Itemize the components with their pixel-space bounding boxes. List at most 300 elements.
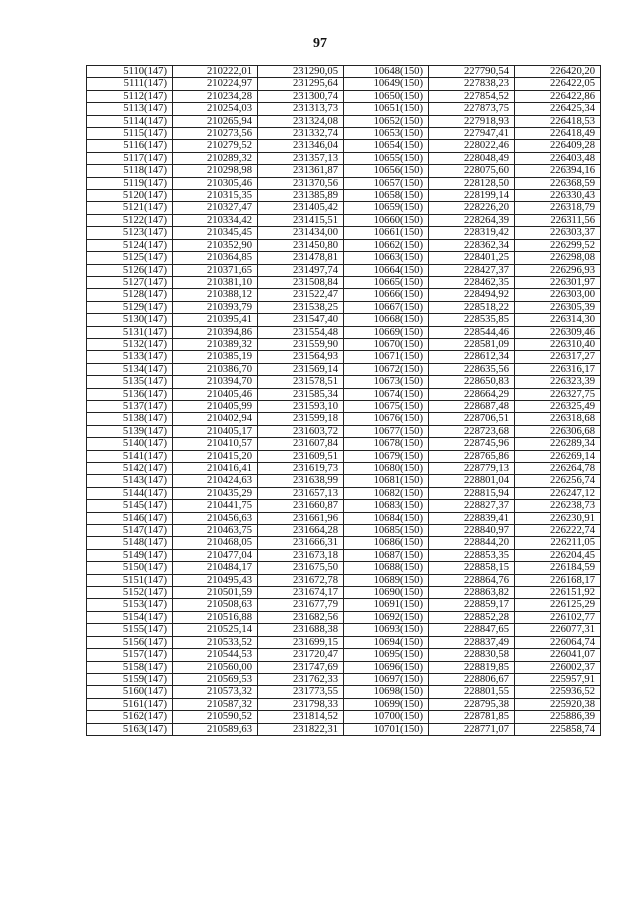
- x-coord-right-cell: 228427,37: [429, 264, 515, 276]
- y-coord-right-cell: 226247,12: [515, 487, 601, 499]
- x-coord-left-cell: 210327,47: [173, 202, 258, 214]
- x-coord-right-cell: 228801,55: [429, 686, 515, 698]
- point-id-left-cell: 5114(147): [87, 115, 173, 127]
- point-id-right-cell: 10678(150): [344, 438, 429, 450]
- x-coord-left-cell: 210468,05: [173, 537, 258, 549]
- point-id-left-cell: 5140(147): [87, 438, 173, 450]
- y-coord-left-cell: 231332,74: [258, 128, 344, 140]
- y-coord-right-cell: 225886,39: [515, 711, 601, 723]
- y-coord-left-cell: 231324,08: [258, 115, 344, 127]
- x-coord-right-cell: 228827,37: [429, 500, 515, 512]
- y-coord-left-cell: 231747,69: [258, 661, 344, 673]
- x-coord-left-cell: 210410,57: [173, 438, 258, 450]
- y-coord-right-cell: 226301,97: [515, 276, 601, 288]
- point-id-left-cell: 5156(147): [87, 636, 173, 648]
- point-id-left-cell: 5116(147): [87, 140, 173, 152]
- x-coord-left-cell: 210495,43: [173, 574, 258, 586]
- y-coord-left-cell: 231762,33: [258, 673, 344, 685]
- y-coord-left-cell: 231564,93: [258, 351, 344, 363]
- x-coord-right-cell: 228226,20: [429, 202, 515, 214]
- point-id-right-cell: 10689(150): [344, 574, 429, 586]
- coordinates-table: [86, 65, 601, 736]
- point-id-left-cell: 5117(147): [87, 152, 173, 164]
- point-id-right-cell: 10669(150): [344, 326, 429, 338]
- point-id-left-cell: 5120(147): [87, 190, 173, 202]
- x-coord-left-cell: 210371,65: [173, 264, 258, 276]
- point-id-left-cell: 5153(147): [87, 599, 173, 611]
- point-id-right-cell: 10691(150): [344, 599, 429, 611]
- y-coord-left-cell: 231578,51: [258, 376, 344, 388]
- x-coord-right-cell: 228815,94: [429, 487, 515, 499]
- x-coord-left-cell: 210394,86: [173, 326, 258, 338]
- x-coord-left-cell: 210516,88: [173, 611, 258, 623]
- point-id-right-cell: 10687(150): [344, 549, 429, 561]
- table-row: [87, 450, 601, 462]
- y-coord-right-cell: 226299,52: [515, 239, 601, 251]
- point-id-right-cell: 10686(150): [344, 537, 429, 549]
- x-coord-left-cell: 210289,32: [173, 152, 258, 164]
- x-coord-right-cell: 228706,51: [429, 413, 515, 425]
- y-coord-left-cell: 231478,81: [258, 252, 344, 264]
- y-coord-left-cell: 231300,74: [258, 90, 344, 102]
- x-coord-left-cell: 210279,52: [173, 140, 258, 152]
- table-row: [87, 673, 601, 685]
- x-coord-right-cell: 228581,09: [429, 338, 515, 350]
- y-coord-left-cell: 231450,80: [258, 239, 344, 251]
- y-coord-right-cell: 226041,07: [515, 649, 601, 661]
- y-coord-left-cell: 231405,42: [258, 202, 344, 214]
- x-coord-left-cell: 210381,10: [173, 276, 258, 288]
- table-row: [87, 574, 601, 586]
- y-coord-left-cell: 231607,84: [258, 438, 344, 450]
- x-coord-right-cell: 227918,93: [429, 115, 515, 127]
- y-coord-right-cell: 226305,39: [515, 301, 601, 313]
- point-id-right-cell: 10667(150): [344, 301, 429, 313]
- x-coord-right-cell: 228199,14: [429, 190, 515, 202]
- table-row: [87, 363, 601, 375]
- point-id-left-cell: 5121(147): [87, 202, 173, 214]
- x-coord-right-cell: 228779,13: [429, 463, 515, 475]
- table-row: [87, 338, 601, 350]
- point-id-right-cell: 10668(150): [344, 314, 429, 326]
- point-id-right-cell: 10676(150): [344, 413, 429, 425]
- y-coord-right-cell: 226330,43: [515, 190, 601, 202]
- table-row: [87, 326, 601, 338]
- point-id-right-cell: 10698(150): [344, 686, 429, 698]
- point-id-left-cell: 5144(147): [87, 487, 173, 499]
- x-coord-left-cell: 210254,03: [173, 103, 258, 115]
- table-row: [87, 587, 601, 599]
- x-coord-right-cell: 228462,35: [429, 276, 515, 288]
- y-coord-right-cell: 226264,78: [515, 463, 601, 475]
- x-coord-right-cell: 228612,34: [429, 351, 515, 363]
- point-id-right-cell: 10657(150): [344, 177, 429, 189]
- x-coord-left-cell: 210587,32: [173, 698, 258, 710]
- table-row: [87, 562, 601, 574]
- x-coord-right-cell: 228544,46: [429, 326, 515, 338]
- x-coord-right-cell: 228128,50: [429, 177, 515, 189]
- x-coord-left-cell: 210405,46: [173, 388, 258, 400]
- point-id-left-cell: 5163(147): [87, 723, 173, 735]
- y-coord-right-cell: 226418,53: [515, 115, 601, 127]
- x-coord-left-cell: 210385,19: [173, 351, 258, 363]
- table-row: [87, 289, 601, 301]
- point-id-right-cell: 10670(150): [344, 338, 429, 350]
- table-row: [87, 239, 601, 251]
- table-row: [87, 351, 601, 363]
- point-id-left-cell: 5129(147): [87, 301, 173, 313]
- point-id-left-cell: 5143(147): [87, 475, 173, 487]
- x-coord-right-cell: 228864,76: [429, 574, 515, 586]
- x-coord-right-cell: 228801,04: [429, 475, 515, 487]
- x-coord-right-cell: 228837,49: [429, 636, 515, 648]
- table-row: [87, 512, 601, 524]
- point-id-right-cell: 10699(150): [344, 698, 429, 710]
- x-coord-left-cell: 210484,17: [173, 562, 258, 574]
- x-coord-left-cell: 210352,90: [173, 239, 258, 251]
- y-coord-left-cell: 231677,79: [258, 599, 344, 611]
- y-coord-right-cell: 226318,68: [515, 413, 601, 425]
- table-row: [87, 537, 601, 549]
- point-id-left-cell: 5162(147): [87, 711, 173, 723]
- table-row: [87, 152, 601, 164]
- point-id-left-cell: 5124(147): [87, 239, 173, 251]
- x-coord-right-cell: 228745,96: [429, 438, 515, 450]
- y-coord-right-cell: 226306,68: [515, 425, 601, 437]
- point-id-right-cell: 10652(150): [344, 115, 429, 127]
- table-row: [87, 686, 601, 698]
- point-id-right-cell: 10665(150): [344, 276, 429, 288]
- y-coord-left-cell: 231699,15: [258, 636, 344, 648]
- table-row: [87, 165, 601, 177]
- table-row: [87, 140, 601, 152]
- x-coord-right-cell: 228723,68: [429, 425, 515, 437]
- x-coord-left-cell: 210416,41: [173, 463, 258, 475]
- point-id-left-cell: 5119(147): [87, 177, 173, 189]
- y-coord-right-cell: 226368,59: [515, 177, 601, 189]
- point-id-left-cell: 5111(147): [87, 78, 173, 90]
- table-row: [87, 711, 601, 723]
- point-id-left-cell: 5134(147): [87, 363, 173, 375]
- x-coord-left-cell: 210298,98: [173, 165, 258, 177]
- y-coord-left-cell: 231619,73: [258, 463, 344, 475]
- x-coord-right-cell: 228765,86: [429, 450, 515, 462]
- table-body: [87, 66, 601, 736]
- y-coord-left-cell: 231720,47: [258, 649, 344, 661]
- point-id-left-cell: 5158(147): [87, 661, 173, 673]
- y-coord-left-cell: 231688,38: [258, 624, 344, 636]
- point-id-right-cell: 10680(150): [344, 463, 429, 475]
- y-coord-right-cell: 226394,16: [515, 165, 601, 177]
- x-coord-left-cell: 210345,45: [173, 227, 258, 239]
- point-id-left-cell: 5127(147): [87, 276, 173, 288]
- point-id-right-cell: 10655(150): [344, 152, 429, 164]
- table-row: [87, 190, 601, 202]
- x-coord-left-cell: 210435,29: [173, 487, 258, 499]
- point-id-right-cell: 10675(150): [344, 400, 429, 412]
- y-coord-left-cell: 231675,50: [258, 562, 344, 574]
- y-coord-right-cell: 226256,74: [515, 475, 601, 487]
- y-coord-left-cell: 231609,51: [258, 450, 344, 462]
- point-id-right-cell: 10685(150): [344, 525, 429, 537]
- point-id-right-cell: 10660(150): [344, 214, 429, 226]
- point-id-right-cell: 10697(150): [344, 673, 429, 685]
- point-id-right-cell: 10664(150): [344, 264, 429, 276]
- point-id-right-cell: 10681(150): [344, 475, 429, 487]
- point-id-left-cell: 5146(147): [87, 512, 173, 524]
- point-id-left-cell: 5135(147): [87, 376, 173, 388]
- y-coord-left-cell: 231773,55: [258, 686, 344, 698]
- y-coord-right-cell: 226418,49: [515, 128, 601, 140]
- x-coord-left-cell: 210265,94: [173, 115, 258, 127]
- x-coord-left-cell: 210501,59: [173, 587, 258, 599]
- point-id-left-cell: 5137(147): [87, 400, 173, 412]
- x-coord-left-cell: 210589,63: [173, 723, 258, 735]
- y-coord-left-cell: 231295,64: [258, 78, 344, 90]
- point-id-left-cell: 5141(147): [87, 450, 173, 462]
- table-row: [87, 413, 601, 425]
- point-id-left-cell: 5160(147): [87, 686, 173, 698]
- x-coord-right-cell: 228048,49: [429, 152, 515, 164]
- y-coord-left-cell: 231638,99: [258, 475, 344, 487]
- y-coord-right-cell: 226222,74: [515, 525, 601, 537]
- y-coord-right-cell: 226318,79: [515, 202, 601, 214]
- y-coord-right-cell: 226303,00: [515, 289, 601, 301]
- y-coord-left-cell: 231370,56: [258, 177, 344, 189]
- y-coord-left-cell: 231497,74: [258, 264, 344, 276]
- table-row: [87, 388, 601, 400]
- y-coord-left-cell: 231593,10: [258, 400, 344, 412]
- y-coord-right-cell: 226102,77: [515, 611, 601, 623]
- x-coord-left-cell: 210508,63: [173, 599, 258, 611]
- point-id-right-cell: 10677(150): [344, 425, 429, 437]
- point-id-left-cell: 5136(147): [87, 388, 173, 400]
- point-id-left-cell: 5151(147): [87, 574, 173, 586]
- table-row: [87, 636, 601, 648]
- x-coord-left-cell: 210525,14: [173, 624, 258, 636]
- y-coord-left-cell: 231538,25: [258, 301, 344, 313]
- table-row: [87, 202, 601, 214]
- point-id-right-cell: 10701(150): [344, 723, 429, 735]
- point-id-left-cell: 5149(147): [87, 549, 173, 561]
- y-coord-right-cell: 225957,91: [515, 673, 601, 685]
- point-id-right-cell: 10695(150): [344, 649, 429, 661]
- y-coord-right-cell: 226403,48: [515, 152, 601, 164]
- point-id-left-cell: 5110(147): [87, 66, 173, 78]
- table-row: [87, 698, 601, 710]
- x-coord-right-cell: 228852,28: [429, 611, 515, 623]
- point-id-right-cell: 10672(150): [344, 363, 429, 375]
- x-coord-right-cell: 227873,75: [429, 103, 515, 115]
- y-coord-right-cell: 226314,30: [515, 314, 601, 326]
- point-id-left-cell: 5112(147): [87, 90, 173, 102]
- point-id-right-cell: 10650(150): [344, 90, 429, 102]
- y-coord-right-cell: 226317,27: [515, 351, 601, 363]
- table-row: [87, 276, 601, 288]
- x-coord-left-cell: 210456,63: [173, 512, 258, 524]
- x-coord-left-cell: 210544,53: [173, 649, 258, 661]
- x-coord-right-cell: 228264,39: [429, 214, 515, 226]
- y-coord-right-cell: 226311,56: [515, 214, 601, 226]
- x-coord-left-cell: 210395,41: [173, 314, 258, 326]
- table-row: [87, 500, 601, 512]
- point-id-right-cell: 10692(150): [344, 611, 429, 623]
- y-coord-left-cell: 231682,56: [258, 611, 344, 623]
- point-id-right-cell: 10661(150): [344, 227, 429, 239]
- y-coord-left-cell: 231672,78: [258, 574, 344, 586]
- x-coord-left-cell: 210573,32: [173, 686, 258, 698]
- y-coord-left-cell: 231290,05: [258, 66, 344, 78]
- coordinates-table-container: [86, 65, 601, 736]
- y-coord-right-cell: 226077,31: [515, 624, 601, 636]
- y-coord-left-cell: 231547,40: [258, 314, 344, 326]
- y-coord-right-cell: 226303,37: [515, 227, 601, 239]
- point-id-left-cell: 5131(147): [87, 326, 173, 338]
- table-row: [87, 264, 601, 276]
- x-coord-right-cell: 228781,85: [429, 711, 515, 723]
- y-coord-right-cell: 226151,92: [515, 587, 601, 599]
- x-coord-left-cell: 210273,56: [173, 128, 258, 140]
- x-coord-right-cell: 228840,97: [429, 525, 515, 537]
- y-coord-right-cell: 225858,74: [515, 723, 601, 735]
- x-coord-left-cell: 210315,35: [173, 190, 258, 202]
- y-coord-right-cell: 226289,34: [515, 438, 601, 450]
- table-row: [87, 611, 601, 623]
- y-coord-right-cell: 226422,86: [515, 90, 601, 102]
- table-row: [87, 214, 601, 226]
- x-coord-left-cell: 210405,99: [173, 400, 258, 412]
- point-id-right-cell: 10682(150): [344, 487, 429, 499]
- x-coord-left-cell: 210569,53: [173, 673, 258, 685]
- x-coord-right-cell: 227838,23: [429, 78, 515, 90]
- y-coord-right-cell: 226184,59: [515, 562, 601, 574]
- x-coord-right-cell: 228494,92: [429, 289, 515, 301]
- table-row: [87, 438, 601, 450]
- table-row: [87, 463, 601, 475]
- x-coord-right-cell: 227790,54: [429, 66, 515, 78]
- table-row: [87, 301, 601, 313]
- x-coord-right-cell: 228664,29: [429, 388, 515, 400]
- x-coord-left-cell: 210560,00: [173, 661, 258, 673]
- page-number: 97: [313, 36, 327, 51]
- x-coord-left-cell: 210305,46: [173, 177, 258, 189]
- point-id-right-cell: 10659(150): [344, 202, 429, 214]
- x-coord-right-cell: 228795,38: [429, 698, 515, 710]
- point-id-right-cell: 10653(150): [344, 128, 429, 140]
- point-id-right-cell: 10658(150): [344, 190, 429, 202]
- point-id-left-cell: 5130(147): [87, 314, 173, 326]
- table-row: [87, 227, 601, 239]
- point-id-left-cell: 5133(147): [87, 351, 173, 363]
- y-coord-left-cell: 231666,31: [258, 537, 344, 549]
- x-coord-right-cell: 228771,07: [429, 723, 515, 735]
- y-coord-right-cell: 226316,17: [515, 363, 601, 375]
- point-id-right-cell: 10690(150): [344, 587, 429, 599]
- point-id-left-cell: 5122(147): [87, 214, 173, 226]
- x-coord-left-cell: 210405,17: [173, 425, 258, 437]
- point-id-left-cell: 5152(147): [87, 587, 173, 599]
- y-coord-right-cell: 226230,91: [515, 512, 601, 524]
- x-coord-left-cell: 210463,75: [173, 525, 258, 537]
- x-coord-right-cell: 228863,82: [429, 587, 515, 599]
- table-row: [87, 252, 601, 264]
- table-row: [87, 649, 601, 661]
- y-coord-left-cell: 231357,13: [258, 152, 344, 164]
- y-coord-right-cell: 226002,37: [515, 661, 601, 673]
- point-id-left-cell: 5113(147): [87, 103, 173, 115]
- y-coord-left-cell: 231569,14: [258, 363, 344, 375]
- y-coord-right-cell: 226211,05: [515, 537, 601, 549]
- x-coord-right-cell: 228819,85: [429, 661, 515, 673]
- x-coord-right-cell: 228022,46: [429, 140, 515, 152]
- point-id-left-cell: 5157(147): [87, 649, 173, 661]
- point-id-left-cell: 5148(147): [87, 537, 173, 549]
- point-id-left-cell: 5138(147): [87, 413, 173, 425]
- y-coord-right-cell: 225920,38: [515, 698, 601, 710]
- x-coord-left-cell: 210234,28: [173, 90, 258, 102]
- y-coord-right-cell: 226422,05: [515, 78, 601, 90]
- y-coord-left-cell: 231674,17: [258, 587, 344, 599]
- table-row: [87, 90, 601, 102]
- point-id-left-cell: 5139(147): [87, 425, 173, 437]
- y-coord-left-cell: 231385,89: [258, 190, 344, 202]
- y-coord-right-cell: 226425,34: [515, 103, 601, 115]
- x-coord-right-cell: 228839,41: [429, 512, 515, 524]
- y-coord-right-cell: 226296,93: [515, 264, 601, 276]
- y-coord-right-cell: 226238,73: [515, 500, 601, 512]
- table-row: [87, 103, 601, 115]
- point-id-right-cell: 10663(150): [344, 252, 429, 264]
- point-id-right-cell: 10696(150): [344, 661, 429, 673]
- table-row: [87, 525, 601, 537]
- x-coord-right-cell: 228687,48: [429, 400, 515, 412]
- point-id-left-cell: 5118(147): [87, 165, 173, 177]
- x-coord-left-cell: 210394,70: [173, 376, 258, 388]
- x-coord-right-cell: 228853,35: [429, 549, 515, 561]
- point-id-right-cell: 10694(150): [344, 636, 429, 648]
- table-row: [87, 376, 601, 388]
- point-id-right-cell: 10688(150): [344, 562, 429, 574]
- table-row: [87, 128, 601, 140]
- x-coord-right-cell: 228844,20: [429, 537, 515, 549]
- table-row: [87, 599, 601, 611]
- y-coord-left-cell: 231559,90: [258, 338, 344, 350]
- y-coord-left-cell: 231361,87: [258, 165, 344, 177]
- x-coord-right-cell: 228319,42: [429, 227, 515, 239]
- y-coord-left-cell: 231603,72: [258, 425, 344, 437]
- y-coord-right-cell: 226409,28: [515, 140, 601, 152]
- x-coord-right-cell: 228535,85: [429, 314, 515, 326]
- point-id-left-cell: 5155(147): [87, 624, 173, 636]
- table-row: [87, 624, 601, 636]
- y-coord-left-cell: 231508,84: [258, 276, 344, 288]
- point-id-right-cell: 10654(150): [344, 140, 429, 152]
- y-coord-right-cell: 226310,40: [515, 338, 601, 350]
- table-row: [87, 400, 601, 412]
- point-id-left-cell: 5123(147): [87, 227, 173, 239]
- table-row: [87, 78, 601, 90]
- y-coord-right-cell: 226327,75: [515, 388, 601, 400]
- table-row: [87, 425, 601, 437]
- point-id-left-cell: 5150(147): [87, 562, 173, 574]
- x-coord-right-cell: 228858,15: [429, 562, 515, 574]
- point-id-left-cell: 5132(147): [87, 338, 173, 350]
- x-coord-left-cell: 210415,20: [173, 450, 258, 462]
- table-row: [87, 661, 601, 673]
- y-coord-left-cell: 231554,48: [258, 326, 344, 338]
- x-coord-left-cell: 210222,01: [173, 66, 258, 78]
- table-row: [87, 723, 601, 735]
